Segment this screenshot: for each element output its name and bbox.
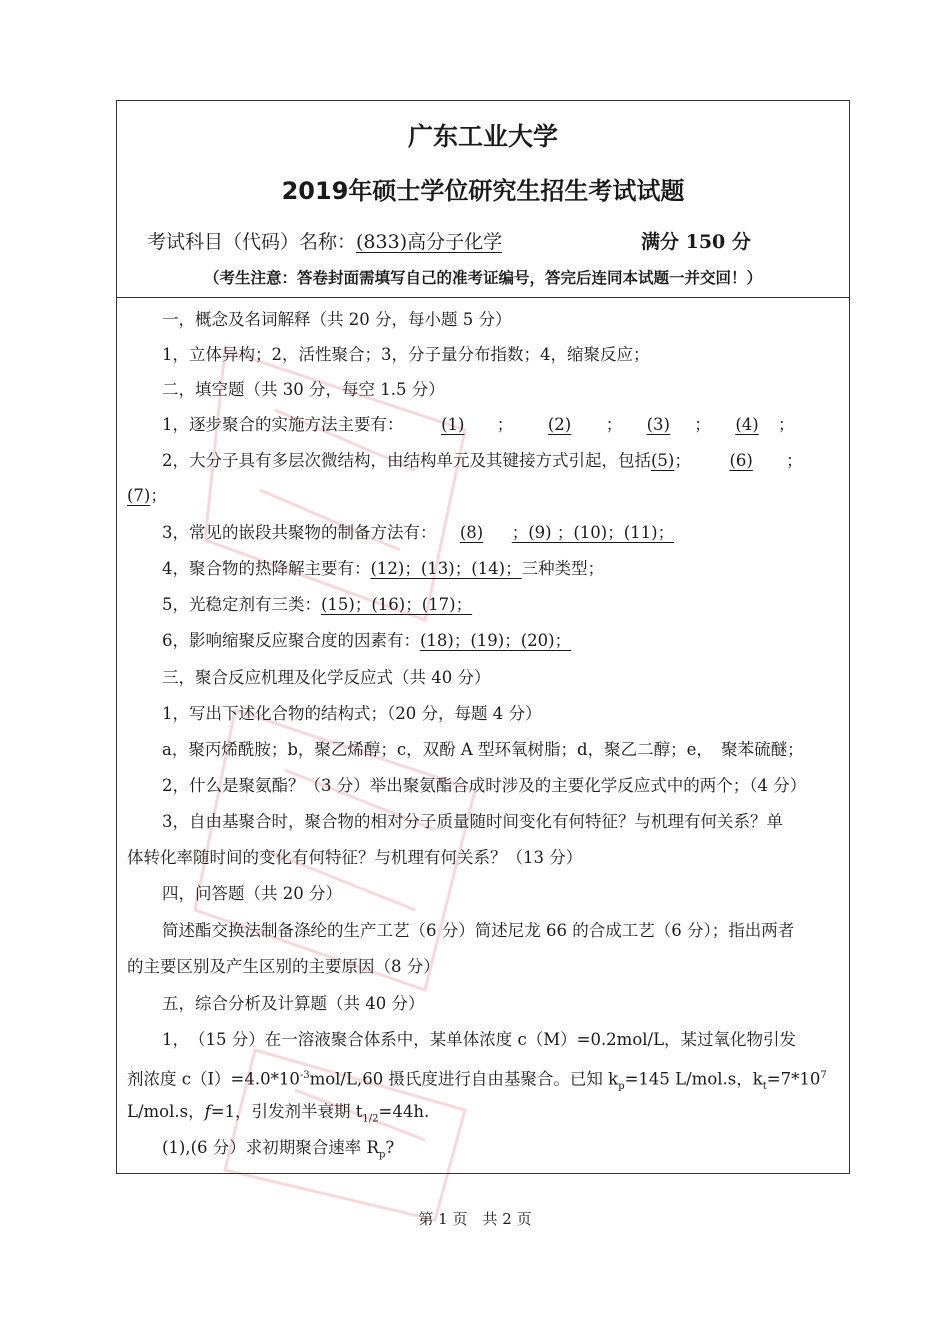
q5-1-l3-f: f bbox=[204, 1102, 211, 1121]
section-1-title: 一，概念及名词解释（共 20 分，每小题 5 分） bbox=[162, 310, 512, 329]
question-2-3 bbox=[162, 522, 837, 544]
q5-1-sub1-b: ? bbox=[385, 1138, 395, 1157]
page-number: 第 1 页 共 2 页 bbox=[418, 1210, 532, 1228]
question-2-2: 2，大分子具有多层次微结构，由结构单元及其键接方式引起，包括(5)； (6) ； bbox=[162, 451, 803, 470]
blanks-18-20: (18)；(19)；(20)； bbox=[420, 631, 572, 650]
subject-line bbox=[147, 227, 510, 254]
university-name: 广东工业大学 bbox=[407, 122, 558, 151]
q2-4-text: 4，聚合物的热降解主要有： bbox=[162, 559, 371, 578]
exam-header bbox=[117, 101, 849, 297]
q5-1-l2-d: =7*10 bbox=[766, 1069, 821, 1089]
blank-1: (1) bbox=[441, 415, 465, 434]
blanks-12-14: (12)；(13)；(14)； bbox=[370, 559, 522, 578]
q5-1-l2-sub1: p bbox=[618, 1080, 625, 1092]
q5-1-l2-exp: -3 bbox=[299, 1070, 310, 1081]
question-3-3-line2: 体转化率随时间的变化有何特征？与机理有何关系？（13 分） bbox=[127, 848, 583, 867]
blank-3: (3) bbox=[646, 415, 670, 434]
section-1-items: 1，立体异构；2，活性聚合；3，分子量分布指数；4，缩聚反应； bbox=[162, 345, 650, 364]
q5-1-l2-b: mol/L,60 摄氏度进行自由基聚合。已知 k bbox=[309, 1069, 619, 1089]
q5-1-l3-c: =44h. bbox=[378, 1102, 430, 1121]
blanks-15-17: (15)；(16)；(17)； bbox=[321, 595, 473, 614]
q5-1-sub1-sub: p bbox=[378, 1149, 386, 1161]
question-2-1: 1，逐步聚合的实施方法主要有： (1) ； (2) ； (3) ； (4) ； bbox=[162, 415, 795, 434]
q5-1-l2-a: 剂浓度 c（I）=4.0*10 bbox=[127, 1069, 300, 1089]
section-4-line1: 简述酯交换法制备涤纶的生产工艺（6 分）简述尼龙 66 的合成工艺（6 分）；指出两者 bbox=[162, 921, 795, 940]
section-2-title: 二，填空题（共 30 分，每空 1.5 分） bbox=[162, 380, 445, 399]
blank-7: (7) bbox=[127, 486, 151, 505]
q2-4-tail: 三种类型； bbox=[521, 559, 605, 578]
q5-1-l2-c: =145 L/mol.s，k bbox=[624, 1069, 763, 1089]
question-3-1-items: a，聚丙烯酰胺；b，聚乙烯醇；c，双酚 A 型环氧树脂；d，聚乙二醇；e， 聚苯硫醚； bbox=[162, 740, 804, 759]
question-3-2: 2，什么是聚氨酯？（3 分）举出聚氨酯合成时涉及的主要化学反应式中的两个；（4 分） bbox=[162, 776, 807, 795]
question-5-1-line2 bbox=[127, 1065, 837, 1098]
exam-paper-frame bbox=[116, 100, 850, 1174]
q5-1-sub1-a: (1),(6 分）求初期聚合速率 R bbox=[162, 1138, 379, 1157]
section-4-line2: 的主要区别及产生区别的主要原因（8 分） bbox=[127, 957, 440, 976]
section-5-title: 五，综合分析及计算题（共 40 分） bbox=[162, 994, 425, 1013]
q5-1-l3-a: L/mol.s， bbox=[127, 1102, 205, 1121]
question-3-1: 1，写出下述化合物的结构式；（20 分，每题 4 分） bbox=[162, 704, 542, 723]
question-5-1-sub1 bbox=[162, 1137, 837, 1166]
question-2-4 bbox=[162, 558, 837, 580]
section-3-title: 三，聚合反应机理及化学反应式（共 40 分） bbox=[162, 668, 491, 687]
q5-1-l2-sub2: t bbox=[762, 1080, 767, 1092]
question-2-6 bbox=[162, 630, 837, 652]
q2-3-text: 3，常见的嵌段共聚物的制备方法有： bbox=[162, 523, 437, 542]
q2-2-text: 2，大分子具有多层次微结构，由结构单元及其键接方式引起，包括 bbox=[162, 451, 651, 470]
question-2-5 bbox=[162, 594, 837, 616]
blank-2: (2) bbox=[547, 415, 572, 434]
q5-1-l3-sub: 1/2 bbox=[362, 1113, 379, 1125]
candidate-notice: （考生注意：答卷封面需填写自己的准考证编号，答完后连同本试题一并交回！） bbox=[203, 269, 762, 287]
blank-8: (8) bbox=[459, 523, 484, 542]
question-3-3-line1: 3，自由基聚合时，聚合物的相对分子质量随时间变化有何特征？与机理有何关系？单 bbox=[162, 812, 783, 831]
q5-1-l2-exp2: 7 bbox=[820, 1070, 827, 1081]
q2-6-text: 6，影响缩聚反应聚合度的因素有： bbox=[162, 631, 420, 650]
blank-5: (5) bbox=[651, 451, 675, 470]
question-2-2-cont: (7)； bbox=[127, 486, 167, 505]
exam-title: 2019年硕士学位研究生招生考试试题 bbox=[281, 177, 685, 205]
blank-4: (4) bbox=[735, 415, 759, 434]
q5-1-l3-b: =1，引发剂半衰期 t bbox=[210, 1102, 363, 1121]
full-score: 满分 150 分 bbox=[641, 231, 751, 253]
q2-1-text: 1，逐步聚合的实施方法主要有： bbox=[162, 415, 404, 434]
exam-body bbox=[117, 297, 849, 1173]
question-5-1-line3 bbox=[127, 1101, 837, 1130]
blank-6: (6) bbox=[729, 451, 753, 470]
question-5-1-line1: 1， （15 分）在一溶液聚合体系中，某单体浓度 c（M）=0.2mol/L，某过氧化物引发 bbox=[162, 1030, 797, 1049]
section-4-title: 四，问答题（共 20 分） bbox=[162, 884, 342, 903]
q2-5-text: 5，光稳定剂有三类： bbox=[162, 595, 321, 614]
subject-label: 考试科目（代码）名称： bbox=[147, 231, 357, 253]
blanks-9-11: ；(9) ；(10)；(11)； bbox=[511, 523, 675, 542]
subject-value: (833)高分子化学 bbox=[356, 231, 503, 253]
